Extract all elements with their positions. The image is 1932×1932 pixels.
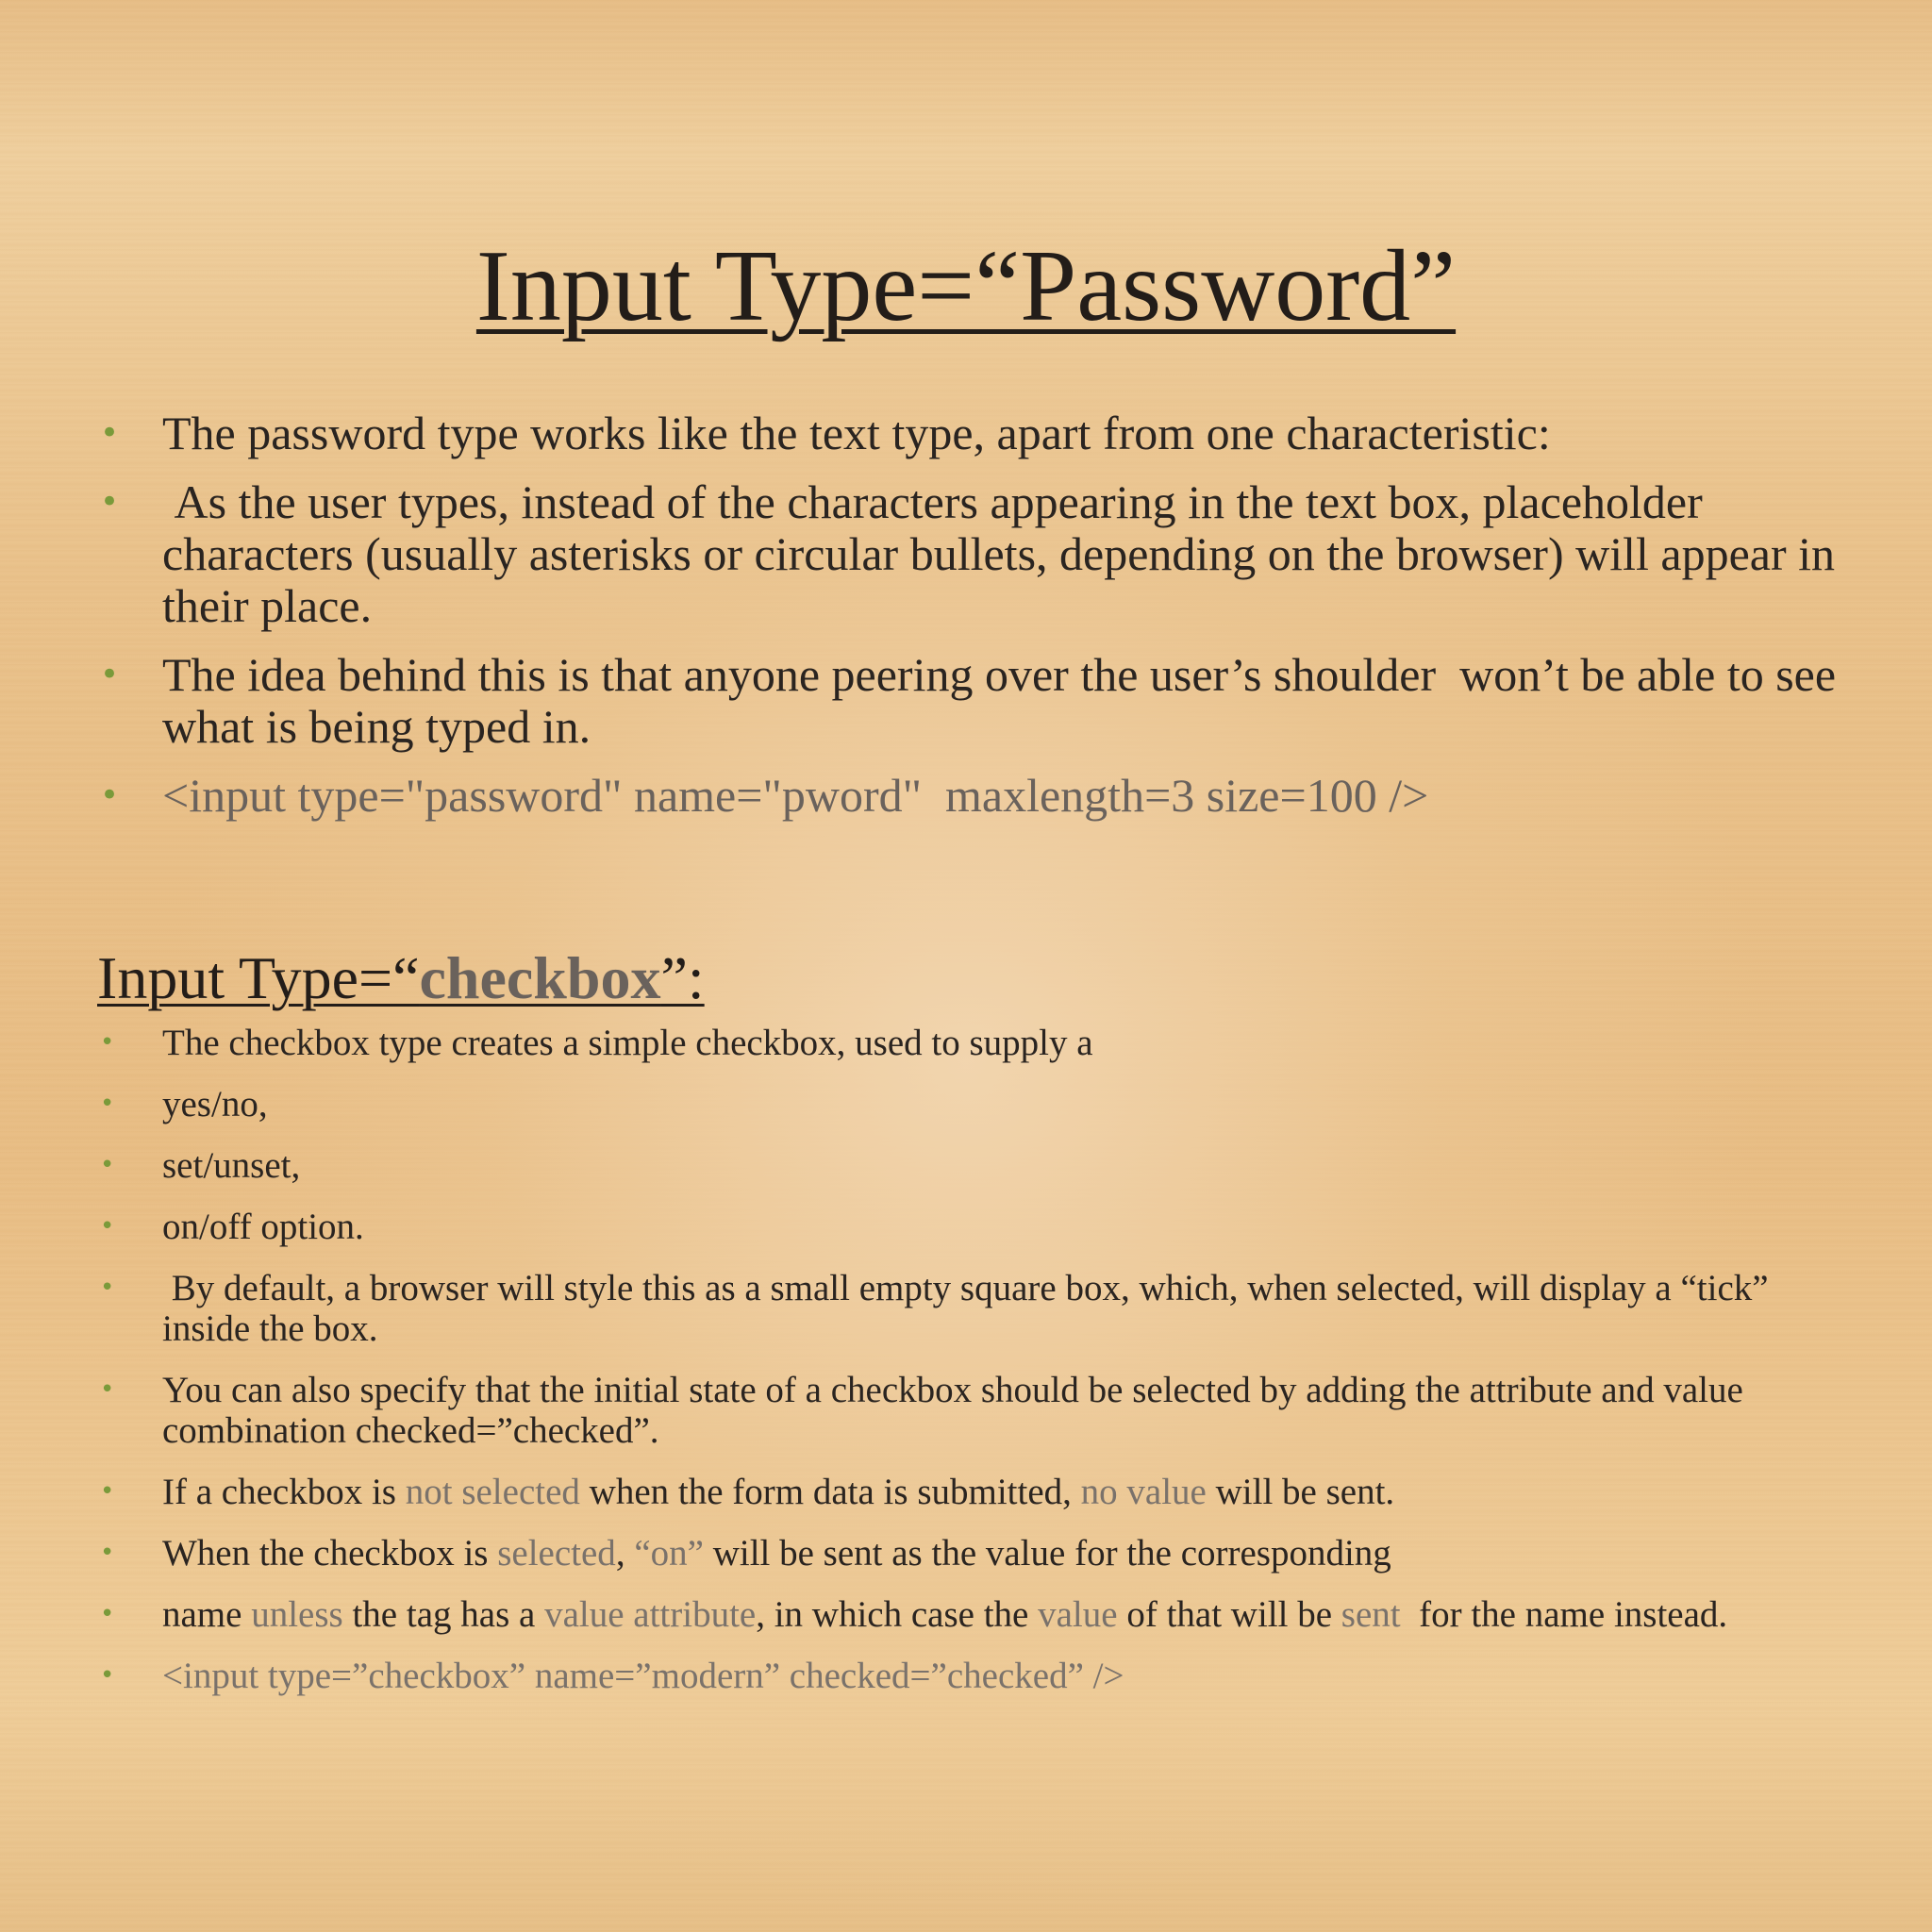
bullet-icon: • [100,1151,115,1179]
text-segment: , in which case the [756,1594,1039,1635]
list-item [100,1268,1857,1349]
bullet-text: The checkbox type creates a simple checkbox, used to supply a [162,1023,1093,1063]
list-item [100,1533,1857,1574]
text-segment: of that will be [1117,1594,1341,1635]
list-item [100,1207,1857,1247]
bullet-icon: • [100,656,120,693]
bullet-icon: • [100,776,120,814]
bullet-icon: • [100,1028,115,1057]
bullet-icon: • [100,483,120,521]
bullet-text: The password type works like the text type, apart from one characteristic: [162,407,1551,459]
text-segment: the tag has a [342,1594,545,1635]
checkbox-section-heading [97,943,705,1013]
text-segment: will be sent. [1206,1472,1395,1512]
bullet-icon: • [100,1477,115,1506]
bullet-text: The idea behind this is that anyone peering over the user’s shoulder won’t be able to see what is being typed in. [162,648,1848,753]
list-item [100,649,1857,753]
text-segment: When the checkbox is [162,1533,498,1574]
bullet-icon: • [100,1661,115,1690]
password-bullet-list [100,408,1857,839]
bullet-text: on/off option. [162,1207,364,1247]
password-code-example: <input type="password" name="pword" maxlength=3 size=100 /> [162,769,1429,822]
bullet-icon: • [100,414,120,452]
text-segment: If a checkbox is [162,1472,406,1512]
checkbox-bullet-list [100,1023,1857,1717]
bullet-text [162,1533,1391,1574]
bullet-text: set/unset, [162,1145,301,1186]
bullet-text: By default, a browser will style this as a small empty square box, which, when selected, will display a “tick” inside the box. [162,1268,1778,1349]
emphasis-unless: unless [251,1594,343,1635]
emphasis-not-selected: not selected [405,1472,580,1512]
bullet-icon: • [100,1212,115,1241]
text-segment: when the form data is submitted, [579,1472,1081,1512]
bullet-text [162,1594,1727,1635]
heading-prefix: Input Type=“ [97,944,420,1011]
checkbox-code-example: <input type=”checkbox” name=”modern” checked=”checked” /> [162,1656,1124,1696]
list-item [100,408,1857,459]
list-item [100,770,1857,822]
bullet-icon: • [100,1375,115,1404]
list-item [100,476,1857,632]
bullet-text: As the user types, instead of the characters appearing in the text box, placeholder characters (usually asterisks or circular bullets, depending on the browser) will appear in their place. [162,475,1847,632]
bullet-icon: • [100,1090,115,1118]
emphasis-selected: selected [497,1533,616,1574]
bullet-icon: • [100,1600,115,1628]
emphasis-sent: sent [1341,1594,1401,1635]
text-segment: will be sent as the value for the corresponding [703,1533,1391,1574]
heading-suffix: ”: [660,944,705,1011]
list-item [100,1472,1857,1512]
text-segment: for the name instead. [1400,1594,1728,1635]
list-item [100,1656,1857,1696]
bullet-icon: • [100,1539,115,1567]
bullet-icon: • [100,1274,115,1302]
emphasis-value: value [1038,1594,1118,1635]
list-item [100,1023,1857,1063]
emphasis-value-attribute: value attribute [544,1594,757,1635]
text-segment: name [162,1594,252,1635]
heading-keyword: checkbox [419,944,661,1011]
emphasis-no-value: no value [1080,1472,1207,1512]
list-item [100,1084,1857,1124]
list-item [100,1594,1857,1635]
list-item [100,1370,1857,1451]
slide-title: Input Type=“Password” [475,230,1457,342]
text-segment: , [615,1533,635,1574]
bullet-text: You can also specify that the initial state of a checkbox should be selected by adding the attribute and value combination checked=”checked”. [162,1370,1743,1451]
bullet-text [162,1472,1394,1512]
list-item [100,1145,1857,1186]
bullet-text: yes/no, [162,1084,268,1124]
emphasis-on: “on” [634,1533,704,1574]
